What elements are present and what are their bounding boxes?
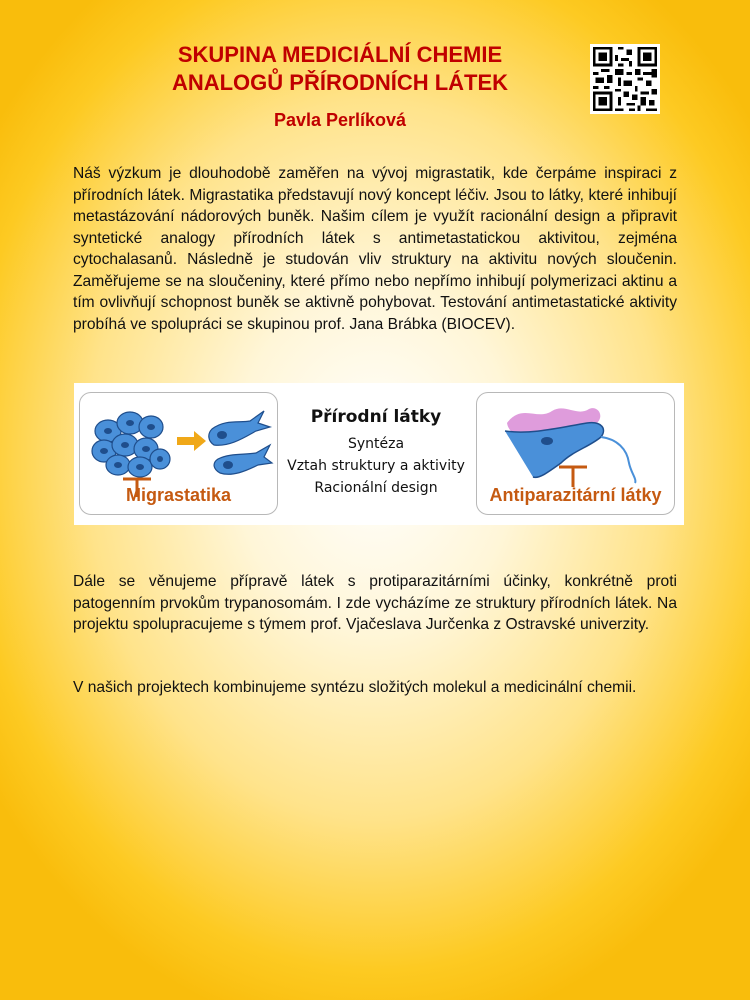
intro-paragraph: Náš výzkum je dlouhodobě zaměřen na vývoj migrastatik, kde čerpáme inspiraci z přírodních látek. Migrastatika představují nový koncept léčiv. Jsou to látky, které inhibují metastázování nádorových buněk. Našim cílem je využít racionální design a připravit syntetické analogy přírodních látek s antimetastatickou aktivitou, zejména cytochalasanů. Následně je studován vliv struktury na aktivitu nových sloučenin. Zaměřujeme se na sloučeniny, které přímo nebo nepřímo inhibují polymerizaci aktinu a tím ovlivňují schopnost buněk se aktivně pohybovat. Testování antimetastatické aktivity probíhá ve spolupráci se skupinou prof. Jana Brábka (BIOCEV).: [73, 165, 677, 333]
migrastatics-label: Migrastatika: [125, 485, 232, 505]
migrastatics-panel: [79, 392, 278, 515]
title-line-2: ANALOGŮ PŘÍRODNÍCH LÁTEK: [171, 70, 509, 95]
summary-paragraph: V našich projektech kombinujeme syntézu složitých molekul a medicinální chemii.: [73, 679, 637, 696]
natural-compounds-box: [278, 407, 474, 499]
arrow-icon: [177, 431, 206, 451]
antiparasitic-panel: [476, 392, 675, 515]
research-figure: [74, 383, 684, 525]
natural-compounds-title: Přírodní látky: [310, 407, 442, 427]
antiparasitic-paragraph: Dále se věnujeme přípravě látek s protiparazitárními účinky, konkrétně proti patogenním prvokům trypanosomám. I zde vycházíme ze struktury přírodních látek. Na projektu spolupracujeme s týmem prof. Vjačeslava Jurčenka z Ostravské univerzity.: [73, 573, 677, 633]
inhibition-icon: [559, 467, 587, 487]
center-line-1: Syntéza: [347, 436, 405, 452]
center-line-3: Racionální design: [314, 480, 438, 496]
title-line-1: SKUPINA MEDICIÁLNÍ CHEMIE: [177, 42, 503, 67]
qr-code-icon[interactable]: [590, 44, 660, 114]
author-name: Pavla Perlíková: [273, 110, 407, 130]
page-title: [120, 41, 560, 97]
antiparasitic-label: Antiparazitární látky: [489, 485, 662, 505]
center-line-2: Vztah struktury a aktivity: [287, 458, 465, 474]
